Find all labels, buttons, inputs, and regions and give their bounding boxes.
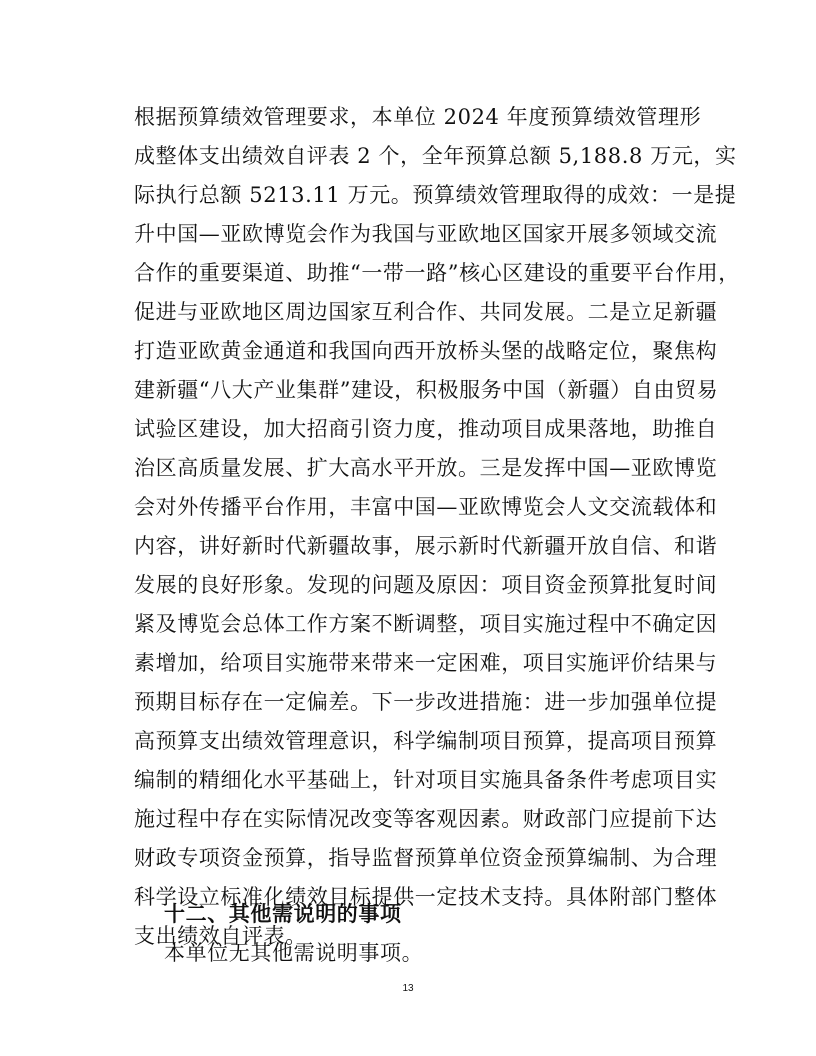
paragraph-line: 根据预算绩效管理要求，本单位 2024 年度预算绩效管理形 xyxy=(134,105,702,129)
paragraph-line: 发展的良好形象。发现的问题及原因：项目资金预算批复时间 xyxy=(134,573,718,597)
paragraph-line: 际执行总额 5213.11 万元。预算绩效管理取得的成效：一是提 xyxy=(134,183,737,207)
paragraph-line: 编制的精细化水平基础上，针对项目实施具备条件考虑项目实 xyxy=(134,768,718,792)
section-body: 本单位无其他需说明事项。 xyxy=(164,941,424,965)
paragraph-line: 促进与亚欧地区周边国家互利合作、共同发展。二是立足新疆 xyxy=(134,300,718,324)
paragraph-line: 内容，讲好新时代新疆故事，展示新时代新疆开放自信、和谐 xyxy=(134,534,718,558)
paragraph-line: 会对外传播平台作用，丰富中国—亚欧博览会人文交流载体和 xyxy=(134,495,718,519)
section-heading: 十二、其他需说明的事项 xyxy=(164,902,402,926)
paragraph-line: 紧及博览会总体工作方案不断调整，项目实施过程中不确定因 xyxy=(134,612,718,636)
paragraph-line: 施过程中存在实际情况改变等客观因素。财政部门应提前下达 xyxy=(134,807,718,831)
paragraph-line: 试验区建设，加大招商引资力度，推动项目成果落地，助推自 xyxy=(134,417,718,441)
paragraph-line: 成整体支出绩效自评表 2 个，全年预算总额 5,188.8 万元，实 xyxy=(134,144,737,168)
paragraph-line: 素增加，给项目实施带来带来一定困难，项目实施评价结果与 xyxy=(134,651,718,675)
page-number: 13 xyxy=(402,983,414,994)
paragraph-line: 治区高质量发展、扩大高水平开放。三是发挥中国—亚欧博览 xyxy=(134,456,718,480)
paragraph-line: 财政专项资金预算，指导监督预算单位资金预算编制、为合理 xyxy=(134,846,718,870)
paragraph-line: 支出绩效自评表。 xyxy=(134,924,307,948)
paragraph-line: 预期目标存在一定偏差。下一步改进措施：进一步加强单位提 xyxy=(134,690,718,714)
paragraph-line: 建新疆“八大产业集群”建设，积极服务中国（新疆）自由贸易 xyxy=(134,378,719,402)
paragraph-line: 科学设立标准化绩效目标提供一定技术支持。具体附部门整体 xyxy=(134,885,718,909)
paragraph-line: 升中国—亚欧博览会作为我国与亚欧地区国家开展多领域交流 xyxy=(134,222,718,246)
paragraph-line: 打造亚欧黄金通道和我国向西开放桥头堡的战略定位，聚焦构 xyxy=(134,339,718,363)
paragraph-line: 合作的重要渠道、助推“一带一路”核心区建设的重要平台作用， xyxy=(134,261,740,285)
paragraph-line: 高预算支出绩效管理意识，科学编制项目预算，提高项目预算 xyxy=(134,729,718,753)
